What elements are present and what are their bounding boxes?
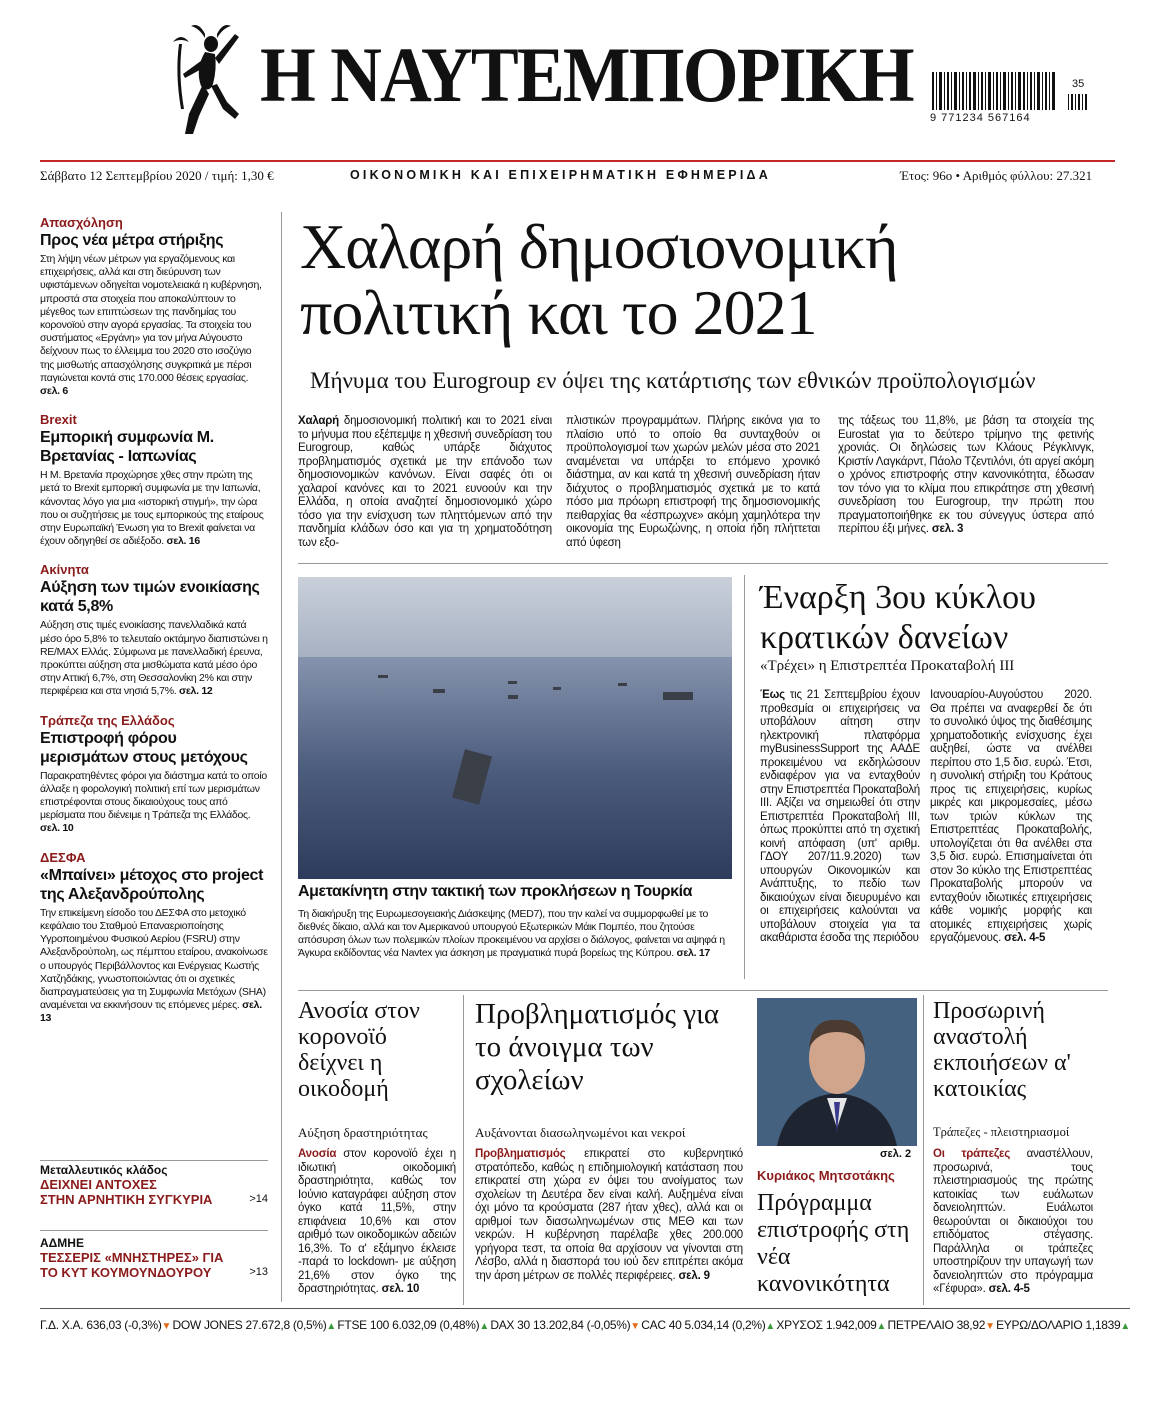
masthead-title: Η ΝΑΥΤΕΜΠΟΡΙΚΗ bbox=[260, 31, 913, 118]
issue-number: Έτος: 96ο • Αριθμός φύλλου: 27.321 bbox=[900, 168, 1093, 183]
arrow-up-icon: ▲ bbox=[876, 1321, 887, 1332]
sidebar-text: Την επικείμενη είσοδο του ΔΕΣΦΑ στο μετοχικό κεφάλαιο του Σταθμού Επαναεριοποίησης Υγροποιημένου Φυσικού Αερίου (FSRU) στην Αλεξανδρούπολη, ως πέμπτου εταίρου, ανακοίνωσε ο υπουργός Περιβάλλοντος και Ενέργειας Κωστής Χατζηδάκης, γνωστοποιώντας ότι οι σχετικές διαπραγματεύσεις για τη Συμφωνία Μετόχων (SHA) αναμένεται να εκκινήσουν τις επόμενες μέρες. σελ. 13 bbox=[40, 906, 268, 1025]
ticker-rule bbox=[40, 1308, 1130, 1309]
ticker-item: FTSE 100 6.032,09 (0,48%)▲ bbox=[337, 1318, 489, 1332]
loans-col-1: Έως τις 21 Σεπτεμβρίου έχουν προθεσμία οι επιχειρήσεις να υποβάλουν αίτηση στην ηλεκτρονική πλατφόρμα myBusinessSupport της ΑΑΔΕ προκειμένου να εκδηλώσουν ενδιαφέρον για να ενταχθούν στην Επιστρεπτέα Προκαταβολή ΙΙΙ. Αξίζει να σημειωθεί ότι στην Επιστρεπτέα Προκαταβολή ΙΙΙ, όπως προκύπτει από τη σχετική κοινή απόφαση (υπ' αριθμ. ΓΔΟΥ 207/11.9.2020) των υπουργών Οικονομικών και Ανάπτυξης, το πεδίο των δικαιούχων είναι διευρυμένο και οι επιχειρήσεις καλούνται να υποβάλουν στοιχεία για τα ακαθάριστα έσοδα της περιόδου bbox=[760, 689, 920, 944]
column-rule bbox=[923, 995, 924, 1305]
loans-col-2: Ιανουαρίου-Αυγούστου 2020. Θα πρέπει να αναφερθεί δε ότι το συνολικό ύψος της διαθέσιμης χρηματοδοτικής ενίσχυσης έχει αυξηθεί, ώστε να ανέλθει περίπου στο 1,5 δισ. ευρώ. Έτσι, η συνολική στήριξη του Κράτους προς τις επιχειρήσεις, κυρίως μικρές και μικρομεσαίες, μέσω των τριών κύκλων της Επιστρεπτέας Προκαταβολής, υπολογίζεται ότι θα ανέλθει στα 3,5 δισ. ευρώ. Επισημαίνεται ότι στον 3ο κύκλο της Επιστρεπτέας Προκαταβολής μπορούν να ενταχθούν ιδιωτικές επιχειρήσεις κάθε νομικής μορφής και ατομικές επιχειρήσεις χωρίς εργαζόμενους. σελ. 4-5 bbox=[930, 689, 1092, 944]
loans-headline-line: Έναρξη 3ου κύκλου bbox=[760, 579, 1036, 616]
column-rule bbox=[463, 995, 464, 1305]
hermes-logo bbox=[165, 14, 250, 144]
page-ref: σελ. 4-5 bbox=[1004, 932, 1046, 944]
brief-line: ΔΕΙΧΝΕΙ ΑΝΤΟΧΕΣ bbox=[40, 1177, 157, 1192]
barcode bbox=[930, 72, 1090, 132]
lead-deck: Μήνυμα του Eurogroup εν όψει της κατάρτισης των εθνικών προϋπολογισμών bbox=[310, 368, 1036, 393]
ticker-item: CAC 40 5.034,14 (0,2%)▲ bbox=[641, 1318, 776, 1332]
lead-col-3: της τάξεως του 11,8%, με βάση τα στοιχεία της Eurostat για το δεύτερο τρίμηνο της φετινής χρονιάς. Οι δηλώσεις των Κλάους Ρέγκλινγκ, Κριστίν Λαγκάρντ, Πάολο Τζεντιλόνι, ότι αργεί ακόμη ο χρόνος επιστροφής στην κανονικότητα, έδωσαν τον τόνο για το κλίμα που επικράτησε στη χθεσινή συνεδρίαση του Eurogroup, την πρώτη που πραγματοποιήθηκε εκ του σύνεγγυς ύστερα από περίπου έξι μήνες. σελ. 3 bbox=[838, 415, 1094, 535]
sidebar-item[interactable] bbox=[40, 850, 268, 1026]
brief-kicker: Μεταλλευτικός κλάδος bbox=[40, 1163, 168, 1177]
arrow-down-icon: ▼ bbox=[630, 1321, 640, 1332]
arrow-down-icon: ▼ bbox=[985, 1321, 995, 1332]
divider bbox=[40, 1160, 268, 1161]
pm-photo bbox=[757, 998, 917, 1146]
brief-line: ΣΤΗΝ ΑΡΝΗΤΙΚΗ ΣΥΓΚΥΡΙΑ >14 bbox=[40, 1192, 268, 1207]
ticker-item: ΧΡΥΣΟΣ 1.942,009▲ bbox=[776, 1318, 887, 1332]
page-ref: σελ. 10 bbox=[381, 1283, 420, 1295]
schools-text: Προβληματισμός επικρατεί στο κυβερνητικό στρατόπεδο, καθώς η επιδημιολογική κατάσταση που επικρατεί στη χώρα εν όψει του ανοίγματος των σχολείων τη Δευτέρα δεν είναι καλή. Αυξημένα είναι όχι μόνο τα κρούσματα (287 ήταν χθες), αλλά και οι αριθμοί των διασωληνωμένων στις ΜΕΘ και των νεκρών. Η κυβέρνηση παρέλαβε χθες 200.000 γρήγορα τεστ, τα οποία θα αρχίσουν να γίνονται στη Λέσβο, αλλά η διασπορά του ιού δεν επιτρέπει ακόμα την άρση μέτρων σε πολλές περιφέρειες. σελ. 9 bbox=[475, 1148, 743, 1282]
sidebar-text: Αύξηση στις τιμές ενοικίασης πανελλαδικά κατά μέσο όρο 5,8% το τελευταίο οκτάμηνο διαπιστώνει η RE/MAX Ελλάς. Σύμφωνα με πανελλαδική έρευνα, προκύπτει αύξηση στα μισθώματα κατά μέσο όρο στην Αττική 6,7%, στη Θεσσαλονίκη 2% και στην περιφέρεια και στα νησιά 5,7%. σελ. 12 bbox=[40, 619, 268, 698]
brief-ref: >13 bbox=[249, 1266, 268, 1278]
column-rule bbox=[744, 575, 745, 979]
brief-admie[interactable] bbox=[40, 1236, 268, 1280]
brief-ref: >14 bbox=[249, 1193, 268, 1205]
photo-story-title[interactable]: Αμετακίνητη στην τακτική των προκλήσεων η Τουρκία bbox=[298, 883, 693, 900]
sidebar-item[interactable] bbox=[40, 713, 268, 836]
ticker-item: ΕΥΡΩ/ΔΟΛΑΡΙΟ 1,1839▲ bbox=[996, 1318, 1130, 1332]
sidebar-kicker: ΔΕΣΦΑ bbox=[40, 849, 86, 865]
divider bbox=[40, 1230, 268, 1231]
arrow-down-icon: ▼ bbox=[161, 1321, 172, 1332]
market-ticker bbox=[40, 1318, 1130, 1332]
sidebar-title: Επιστροφή φόρου μερισμάτων στους μετόχους bbox=[40, 729, 248, 766]
ticker-item: DAX 30 13.202,84 (-0,05%)▼ bbox=[490, 1318, 640, 1332]
brief-kicker: ΑΔΜΗΕ bbox=[40, 1236, 84, 1250]
loans-headline-line: κρατικών δανείων bbox=[760, 619, 1009, 656]
lead-headline[interactable] bbox=[300, 211, 1100, 348]
schools-headline[interactable]: Προβληματισμός για το άνοιγμα των σχολείων bbox=[475, 998, 720, 1096]
page-ref: σελ. 6 bbox=[40, 385, 68, 398]
sidebar-kicker: Απασχόληση bbox=[40, 215, 123, 230]
sidebar-title: «Μπαίνει» μέτοχος στο project της Αλεξανδρούπολης bbox=[40, 866, 264, 903]
brief-mining[interactable] bbox=[40, 1163, 268, 1207]
sidebar-title: Εμπορική συμφωνία Μ. Βρετανίας - Ιαπωνίας bbox=[40, 429, 214, 466]
page-ref: σελ. 12 bbox=[178, 685, 213, 698]
lead-headline-line: Χαλαρή δημοσιονομική bbox=[300, 211, 898, 282]
sidebar-text: Παρακρατηθέντες φόροι για διάστημα κατά το οποίο άλλαξε η φορολογική πολιτική επί των μερισμάτων επιστρέφονται στους δικαιούχους τους από μερίσματα που διένειμε η Τράπεζα της Ελλάδος. σελ. 10 bbox=[40, 769, 267, 835]
sidebar-kicker: Brexit bbox=[40, 412, 77, 428]
sidebar-item[interactable] bbox=[40, 562, 268, 698]
arrow-up-icon: ▲ bbox=[479, 1321, 489, 1332]
ticker-item: Γ.Δ. Χ.Α. 636,03 (-0,3%)▼ bbox=[40, 1318, 172, 1332]
masthead-rule bbox=[40, 160, 1115, 162]
loans-subtitle: «Τρέχει» η Επιστρεπτέα Προκαταβολή ΙΙΙ bbox=[760, 658, 1015, 674]
pm-quote[interactable]: Πρόγραμμα επιστροφής στη νέα κανονικότητα bbox=[757, 1190, 910, 1297]
pm-page-ref: σελ. 2 bbox=[880, 1148, 912, 1160]
sidebar-item[interactable] bbox=[40, 412, 268, 548]
brief-line: ΤΕΣΣΕΡΙΣ «ΜΝΗΣΤΗΡΕΣ» ΓΙΑ bbox=[40, 1250, 224, 1265]
arrow-up-icon: ▲ bbox=[765, 1321, 776, 1332]
page-ref: σελ. 17 bbox=[676, 947, 710, 959]
divider bbox=[298, 563, 1108, 564]
divider bbox=[298, 990, 1108, 991]
sidebar-text: Στη λήψη νέων μέτρων για εργαζόμενους και επιχειρήσεις, αλλά και στη διεύρυνση των υφιστάμενων οδηγείται νομοτελειακά η κυβέρνηση, μπροστά στα στοιχεία που αποκαλύπτουν το μέγεθος των επιπτώσεων της πανδημίας του κορονοϊού στην αγορά εργασίας. Τα στοιχεία του συστήματος «Εργάνη» για τον μήνα Αύγουστο δείχνουν πως το έλλειμμα του 2020 στο ισοζύγιο της μισθωτής απασχόλησης συγκριτικά με πέρσι παγιώνεται κοντά στις 170.000 θέσεις εργασίας. σελ. 6 bbox=[40, 253, 262, 398]
lead-col-2: πλιστικών προγραμμάτων. Πλήρης εικόνα για το πλαίσιο υπό το οποίο θα συνταχθούν οι προϋπολογισμοί των χωρών μελών μέσα στο 2021 αναμένεται να υπάρξει το επόμενο χρονικό διάστημα, αν και κατά τη χθεσινή συνεδρίαση ήταν διάχυτος ο προβληματισμός σχετικά με το κατά πόσο μια πρόωρη επιστροφή της δημοσιονομικής πειθαρχίας θα «έσπρωχνε» ακόμη χαμηλότερα την οικονομία της Ευρωζώνης, η οποία ήδη πλήττεται από ύφεση bbox=[566, 415, 820, 549]
tagline: ΟΙΚΟΝΟΜΙΚΗ ΚΑΙ ΕΠΙΧΕΙΡΗΜΑΤΙΚΗ ΕΦΗΜΕΡΙΔΑ bbox=[350, 168, 771, 182]
sidebar-text: Η Μ. Βρετανία προχώρησε χθες στην πρώτη της μετά το Brexit εμπορική συμφωνία με την Ιαπωνία, κάνοντας λόγο για μια «ιστορική στιγμή», την ώρα που οι συζητήσεις με τους εμπορικούς της εταίρους στην Ευρωπαϊκή Ένωση για το Brexit φαίνεται να έχουν οδηγηθεί σε αδιέξοδο. σελ. 16 bbox=[40, 469, 264, 548]
barcode-number: 9 771234 567164 bbox=[930, 112, 1031, 124]
column-rule bbox=[281, 212, 282, 1302]
sidebar-title: Αύξηση των τιμών ενοικίασης κατά 5,8% bbox=[40, 579, 260, 616]
sidebar-title: Προς νέα μέτρα στήριξης bbox=[40, 232, 224, 249]
construction-text: Ανοσία στον κορονοϊό έχει η ιδιωτική οικοδομική δραστηριότητα, καθώς τον Ιούνιο καταγράφει αύξηση στον όγκο κατά 11,5%, στην επιφάνεια 10,6% και στον αριθμό των οικοδομικών αδειών 16,3%. Το α' εξάμηνο έκλεισε -παρά το lockdown- με αύξηση 21,6% στον όγκο της δραστηριότητας. σελ. 10 bbox=[298, 1148, 456, 1295]
loans-headline[interactable] bbox=[760, 578, 1100, 658]
photo-story-text: Τη διακήρυξη της Ευρωμεσογειακής Διάσκεψης (MED7), που την καλεί να συμμορφωθεί με το διεθνές δίκαιο, αλλά και τον Αμερικανού υπουργού Εξωτερικών Μάικ Πομπέο, που ζητούσε απόσυρση όλων των πολεμικών πλοίων προκειμένου να αρχίσει ο διάλογος, φαίνεται να αψηφά η Άγκυρα εκδίδοντας νέα Navtex για άσκηση με πραγματικά πυρά βορείως της Κύπρου. σελ. 17 bbox=[298, 908, 725, 959]
page-ref: σελ. 4-5 bbox=[988, 1283, 1030, 1295]
auctions-headline[interactable]: Προσωρινή αναστολή εκποιήσεων α' κατοικίας bbox=[933, 998, 1071, 1102]
sidebar-kicker: Ακίνητα bbox=[40, 562, 89, 578]
construction-subtitle: Αύξηση δραστηριότητας bbox=[298, 1125, 428, 1140]
page-ref: σελ. 9 bbox=[678, 1269, 710, 1282]
pm-name: Κυριάκος Μητσοτάκης bbox=[757, 1168, 895, 1183]
page-ref: σελ. 10 bbox=[40, 822, 74, 835]
lead-headline-line: πολιτική και το 2021 bbox=[300, 277, 817, 348]
page-ref: σελ. 16 bbox=[166, 535, 200, 548]
barcode-issue: 35 bbox=[1072, 78, 1085, 90]
page-ref: σελ. 13 bbox=[40, 999, 262, 1025]
schools-subtitle: Αυξάνονται διασωληνωμένοι και νεκροί bbox=[475, 1125, 686, 1140]
date-price: Σάββατο 12 Σεπτεμβρίου 2020 / τιμή: 1,30 € bbox=[40, 168, 274, 183]
arrow-up-icon: ▲ bbox=[1120, 1321, 1130, 1332]
page-ref: σελ. 3 bbox=[931, 523, 964, 535]
arrow-up-icon: ▲ bbox=[326, 1321, 337, 1332]
sidebar-item[interactable] bbox=[40, 215, 268, 398]
brief-line: ΤΟ ΚΥΤ ΚΟΥΜΟΥΝΔΟΥΡΟΥ >13 bbox=[40, 1265, 268, 1280]
ticker-item: ΠΕΤΡΕΛΑΙΟ 38,92▼ bbox=[887, 1318, 995, 1332]
lead-col-1: Χαλαρή δημοσιονομική πολιτική και το 2021 είναι το μήνυμα που εξέπεμψε η χθεσινή συνεδρίαση του Eurogroup, καθώς υπάρξε διάχυτος προβληματισμός σχετικά με την επάνοδο των δημοσιονομικών κανόνων. Είναι σαφές ότι οι χαλαροί κανόνες και το 2021 ευνοούν και την Ελλάδα, η οποία αναζητεί δημοσιονομικό χώρο τόσο για την ενίσχυση των πληττόμενων από την πανδημία κλάδων όσο και για τη χρηματοδότηση των εξο- bbox=[298, 415, 552, 549]
construction-headline[interactable]: Ανοσία στον κορονοϊό δείχνει η οικοδομή bbox=[298, 998, 420, 1102]
warships-photo bbox=[298, 577, 732, 879]
sidebar bbox=[40, 215, 268, 1040]
auctions-text: Οι τράπεζες αναστέλλουν, προσωρινά, τους πλειστηριασμούς της πρώτης κατοικίας των ευάλωτων δανειοληπτών. Ευάλωτοι θεωρούνται οι δικαιούχοι του επιδόματος στέγασης. Παράλληλα οι τράπεζες υποστηρίζουν την υπαγωγή των δανειοληπτών στο πρόγραμμα «Γέφυρα». σελ. 4-5 bbox=[933, 1148, 1093, 1295]
ticker-item: DOW JONES 27.672,8 (0,5%)▲ bbox=[172, 1318, 337, 1332]
sidebar-kicker: Τράπεζα της Ελλάδος bbox=[40, 712, 175, 728]
auctions-subtitle: Τράπεζες - πλειστηριασμοί bbox=[933, 1125, 1070, 1139]
